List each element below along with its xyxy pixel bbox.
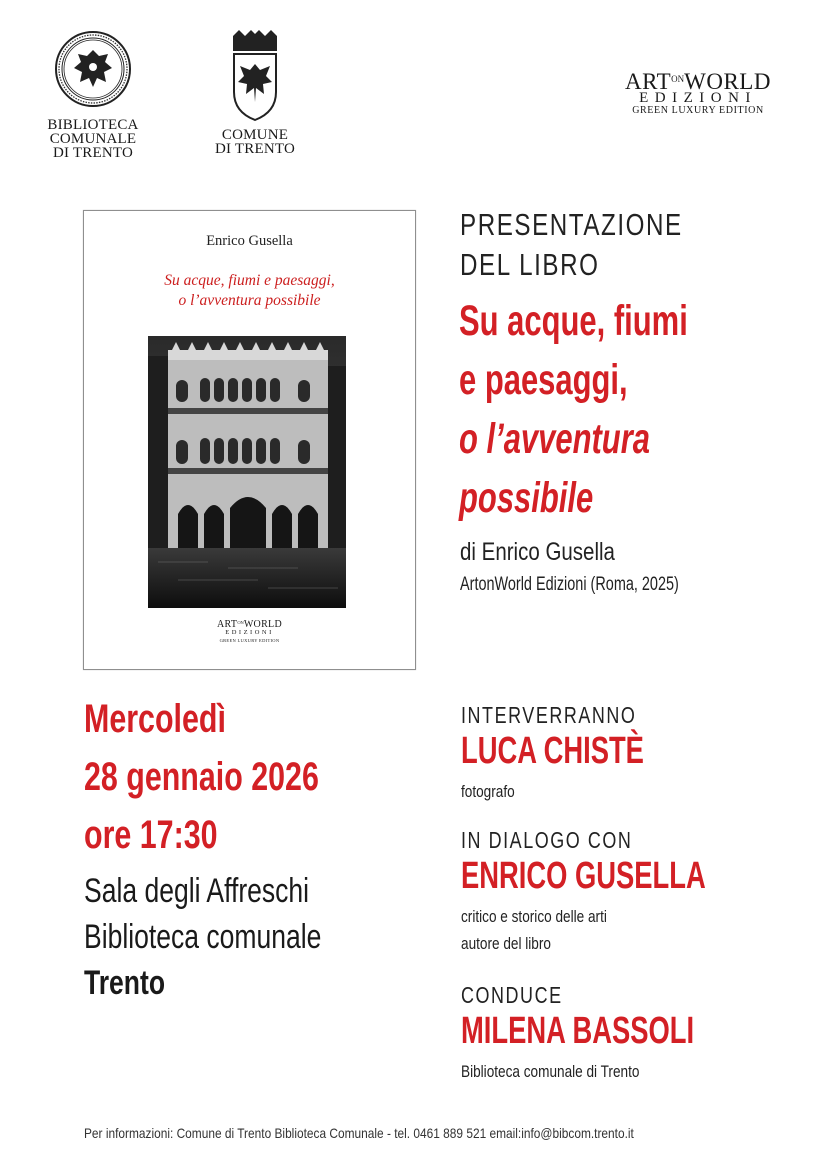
event-title-line: o l’avventura bbox=[459, 415, 650, 463]
cover-logo-art: ART bbox=[217, 619, 238, 630]
event-venue-line: Biblioteca comunale bbox=[84, 918, 322, 956]
event-time: ore 17:30 bbox=[84, 813, 218, 857]
speaker-block-1 bbox=[461, 702, 715, 805]
venetian-palace-on-water-photo bbox=[148, 336, 346, 608]
book-cover-title-line: Su acque, fiumi e paesaggi, bbox=[164, 272, 335, 289]
logo-art: ART bbox=[625, 69, 672, 94]
speaker-section-label: INTERVERRANNO bbox=[461, 702, 637, 728]
comune-logo-line: DI TRENTO bbox=[215, 141, 295, 157]
event-publisher-info bbox=[460, 574, 748, 596]
event-date: 28 gennaio 2026 bbox=[84, 755, 319, 799]
speaker-name: LUCA CHISTÈ bbox=[461, 730, 644, 772]
event-label-line: PRESENTAZIONE bbox=[460, 207, 683, 242]
cover-logo-tagline: GREEN LUXURY EDITION bbox=[219, 638, 280, 643]
logo-on: ON bbox=[671, 74, 685, 84]
speaker-section-label: CONDUCE bbox=[461, 982, 563, 1008]
cover-logo-edizioni: EDIZIONI bbox=[225, 629, 274, 636]
speaker-block-2 bbox=[461, 827, 801, 957]
logo-edizioni: EDIZIONI bbox=[639, 90, 757, 106]
event-label bbox=[460, 205, 746, 285]
event-venue-line: Sala degli Affreschi bbox=[84, 872, 310, 910]
cover-logo-on: ON bbox=[237, 620, 244, 625]
biblioteca-logo-line: BIBLIOTECA bbox=[47, 117, 139, 133]
event-title bbox=[459, 292, 777, 528]
footer-info bbox=[84, 1125, 731, 1143]
speaker-role: critico e storico delle arti bbox=[461, 907, 607, 926]
biblioteca-logo-line: DI TRENTO bbox=[53, 145, 133, 161]
book-cover-publisher-logo bbox=[84, 618, 415, 645]
biblioteca-logo-text bbox=[30, 118, 156, 160]
book-cover-title bbox=[84, 271, 415, 311]
event-publisher-info-text: ArtonWorld Edizioni (Roma, 2025) bbox=[460, 574, 679, 595]
event-day: Mercoledì bbox=[84, 697, 226, 741]
event-label-line: DEL LIBRO bbox=[460, 247, 600, 282]
book-cover-author: Enrico Gusella bbox=[206, 233, 293, 249]
book-cover-title-line: o l’avventura possibile bbox=[178, 292, 321, 309]
event-byline-text: di Enrico Gusella bbox=[460, 538, 615, 566]
artonworld-logo bbox=[608, 68, 788, 117]
speaker-name: ENRICO GUSELLA bbox=[461, 855, 706, 897]
speaker-section-label: IN DIALOGO CON bbox=[461, 827, 633, 853]
speaker-role: Biblioteca comunale di Trento bbox=[461, 1062, 640, 1081]
event-title-line: possibile bbox=[459, 474, 594, 522]
comune-logo-line: COMUNE bbox=[221, 127, 289, 143]
biblioteca-logo-line: COMUNALE bbox=[49, 131, 137, 147]
speaker-role: fotografo bbox=[461, 782, 515, 801]
footer-info-text: Per informazioni: Comune di Trento Biblioteca Comunale - tel. 0461 889 521 email:info@bibcom.trento.it bbox=[84, 1125, 634, 1141]
book-cover bbox=[83, 210, 416, 670]
speaker-name: MILENA BASSOLI bbox=[461, 1010, 695, 1052]
biblioteca-seal-icon bbox=[54, 30, 132, 108]
cover-logo-world: WORLD bbox=[243, 619, 282, 630]
logo-world: WORLD bbox=[684, 69, 771, 94]
event-city: Trento bbox=[84, 964, 166, 1002]
trento-eagle-crest-icon bbox=[229, 30, 281, 122]
logo-tagline: GREEN LUXURY EDITION bbox=[632, 105, 764, 116]
event-title-line: e paesaggi, bbox=[459, 356, 628, 404]
event-title-line: Su acque, fiumi bbox=[459, 297, 688, 345]
speaker-role: autore del libro bbox=[461, 934, 551, 953]
speaker-block-3 bbox=[461, 982, 785, 1085]
event-byline bbox=[460, 538, 649, 567]
event-datetime bbox=[84, 690, 393, 864]
comune-logo-text bbox=[196, 128, 314, 156]
event-venue bbox=[84, 868, 388, 1006]
